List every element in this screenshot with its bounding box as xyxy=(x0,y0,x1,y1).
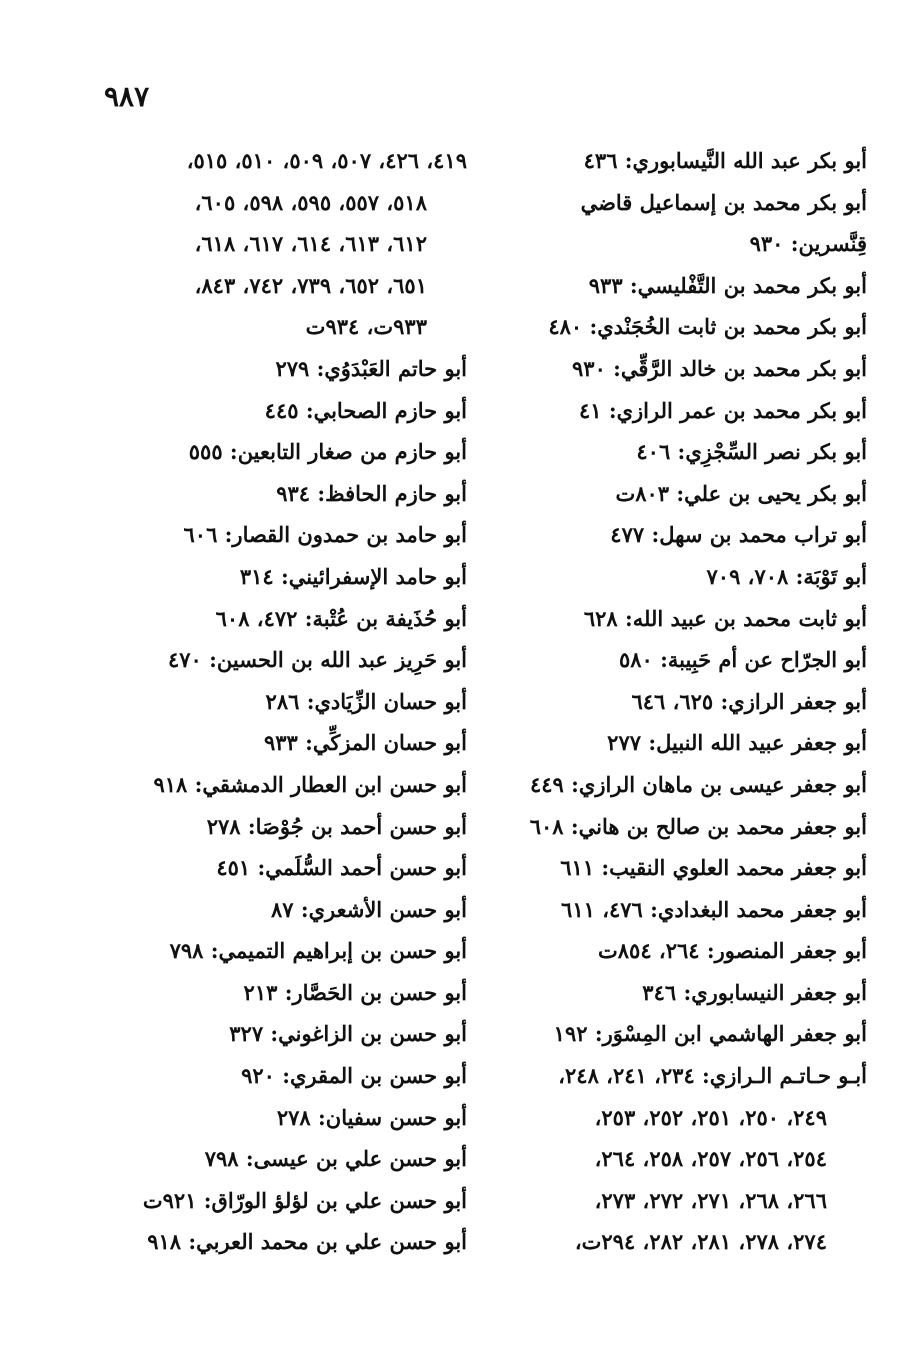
index-entry: أبو حازم من صغار التابعين: ٥٥٥ xyxy=(188,439,467,465)
index-entry: أبو بكر نصر السِّجْزِي: ٤٠٦ xyxy=(636,439,867,465)
index-entry-continued: ٦٥١، ٦٥٢، ٧٣٩، ٧٤٢، ٨٤٣، xyxy=(194,272,427,298)
index-entry: أبو حَرِيز عبد الله بن الحسين: ٤٧٠ xyxy=(168,647,467,673)
index-entry: أبو بكر محمد بن التَّفْليسي: ٩٣٣ xyxy=(588,272,867,298)
index-entry: أبو جعفر عبيد الله النبيل: ٢٧٧ xyxy=(607,730,867,756)
index-entry: أبو حازم الصحابي: ٤٤٥ xyxy=(264,397,467,423)
index-entry: أبو ثابت محمد بن عبيد الله: ٦٢٨ xyxy=(583,605,867,631)
index-entry-continued: ٥١٨، ٥٥٧، ٥٩٥، ٥٩٨، ٦٠٥، xyxy=(194,189,427,215)
index-entry: أبو حسن علي بن لؤلؤ الورّاق: ٩٢١ت xyxy=(142,1187,467,1213)
index-entry: أبو تَوْبَة: ٧٠٨، ٧٠٩ xyxy=(706,563,867,589)
index-entry: أبو جعفر النيسابوري: ٣٤٦ xyxy=(642,979,867,1005)
index-entry: أبو حسن بن المقري: ٩٢٠ xyxy=(241,1063,467,1089)
index-entry: أبو بكر محمد بن ثابت الخُجَنْدي: ٤٨٠ xyxy=(548,314,867,340)
index-entry: أبو حازم الحافظ: ٩٣٤ xyxy=(276,480,467,506)
index-column-left xyxy=(107,140,467,1263)
index-entry-continued: ٩٣٣ت، ٩٣٤ت xyxy=(305,314,427,340)
index-entry: أبو جعفر المنصور: ٢٦٤، ٨٥٤ت xyxy=(597,938,867,964)
index-entry: أبو حامد الإسفرائيني: ٣١٤ xyxy=(239,563,467,589)
index-entry: أبو بكر يحيى بن علي: ٨٠٣ت xyxy=(615,480,867,506)
index-entry-continued: ٢٧٤، ٢٧٨، ٢٨١، ٢٨٢، ٢٩٤ت، xyxy=(574,1229,827,1255)
index-entry-continued: ٦١٢، ٦١٣، ٦١٤، ٦١٧، ٦١٨، xyxy=(194,231,427,257)
index-entry: أبو جعفر محمد البغدادي: ٤٧٦، ٦١١ xyxy=(561,896,867,922)
index-entry: أبو تراب محمد بن سهل: ٤٧٧ xyxy=(610,522,867,548)
index-entry: أبو حاتم العَبْدَوُي: ٢٧٩ xyxy=(275,355,467,381)
index-entry: أبو حسن أحمد بن جُوْصَا: ٢٧٨ xyxy=(206,813,467,839)
index-entry: أبو حسن أحمد السُّلَمي: ٤٥١ xyxy=(216,855,467,881)
index-entry: أبو حُذَيفة بن عُتْبة: ٤٧٢، ٦٠٨ xyxy=(215,605,467,631)
index-entry-continued: ٤١٩، ٤٢٦، ٥٠٧، ٥٠٩، ٥١٠، ٥١٥، xyxy=(186,148,467,173)
index-entry-continued: ٢٦٦، ٢٦٨، ٢٧١، ٢٧٢، ٢٧٣، xyxy=(594,1187,827,1213)
index-entry: أبو جعفر محمد بن صالح بن هاني: ٦٠٨ xyxy=(529,813,867,839)
index-entry: أبو حسن بن الحَصَّار: ٢١٣ xyxy=(243,979,467,1005)
index-entry-continued: أبـو حـاتـم الـرازي: ٢٣٤، ٢٤١، ٢٤٨، xyxy=(558,1063,867,1089)
index-entry: أبو بكر عبد الله النَّيسابوري: ٤٣٦ xyxy=(583,148,867,173)
index-entry: أبو حسن سفيان: ٢٧٨ xyxy=(276,1104,467,1130)
index-entry: أبو جعفر الهاشمي ابن المِسْوَر: ١٩٢ xyxy=(553,1021,867,1047)
index-entry: أبو حسن علي بن عيسى: ٧٩٨ xyxy=(204,1146,467,1172)
page-number: ٩٨٧ xyxy=(104,80,150,113)
index-entry: أبو جعفر محمد العلوي النقيب: ٦١١ xyxy=(560,855,867,881)
index-entry: أبو بكر محمد بن إسماعيل قاضي قِنَّسرين: ٩٣٠ xyxy=(580,189,867,257)
index-entry: أبو حسن الأشعري: ٨٧ xyxy=(270,896,467,922)
index-entry: أبو حسن بن الزاغوني: ٣٢٧ xyxy=(229,1021,467,1047)
index-entry: أبو حامد بن حمدون القصار: ٦٠٦ xyxy=(183,522,467,548)
index-entry: أبو جعفر عيسى بن ماهان الرازي: ٤٤٩ xyxy=(529,771,867,797)
index-entry: أبو حسن بن إبراهيم التميمي: ٧٩٨ xyxy=(169,938,467,964)
index-entry: أبو جعفر الرازي: ٦٢٥، ٦٤٦ xyxy=(631,688,867,714)
index-entry: أبو حسان الزِّيَادي: ٢٨٦ xyxy=(265,688,467,714)
index-entry: أبو الجرّاح عن أم حَبِيبة: ٥٨٠ xyxy=(618,647,867,673)
index-entry: أبو حسن علي بن محمد العربي: ٩١٨ xyxy=(147,1229,467,1255)
index-entry-continued: ٢٥٤، ٢٥٦، ٢٥٧، ٢٥٨، ٢٦٤، xyxy=(594,1146,827,1172)
index-column-right xyxy=(507,140,867,1263)
index-entry: أبو بكر محمد بن خالد الرَّقِّي: ٩٣٠ xyxy=(572,355,867,381)
index-entry: أبو بكر محمد بن عمر الرازي: ٤١ xyxy=(578,397,867,423)
index-entry-continued: ٢٤٩، ٢٥٠، ٢٥١، ٢٥٢، ٢٥٣، xyxy=(594,1104,827,1130)
index-entry: أبو حسان المزكِّي: ٩٣٣ xyxy=(263,730,467,756)
index-entry: أبو حسن ابن العطار الدمشقي: ٩١٨ xyxy=(153,771,467,797)
